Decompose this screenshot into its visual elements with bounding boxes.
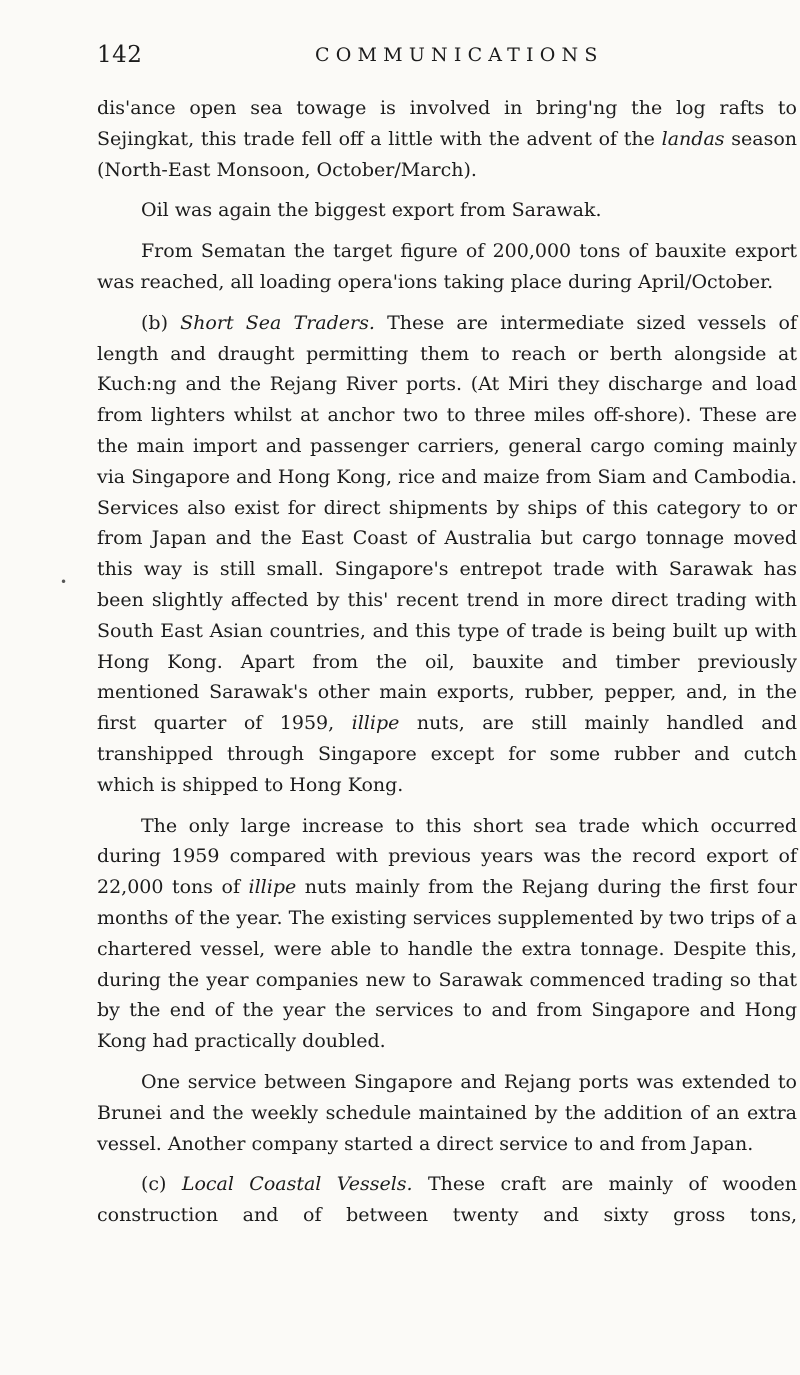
margin-mark: • (60, 575, 68, 589)
body-text (97, 93, 797, 1241)
term-illipe: illipe (248, 876, 297, 899)
paragraph-rejang-service: One service between Singapore and Rejang ports was extended to Brunei and the weekly schedule maintained by the addition of an extra vessel. Another company started a direct service to and from Japan. (97, 1070, 797, 1155)
paragraph-illipe-increase: The only large increase to this short sea trade which occurred during 1959 compared with previous years was the record export of 22,000 tons of illipe nuts mainly from the Rejang during the first four months of the year. The existing services supplemented by two trips of a chartered vessel, were able to handle the extra tonnage. Despite this, during the year companies new to Sarawak commenced trading so that by the end of the year the services to and from Singapore and Hong Kong had practically doubled. (97, 814, 797, 1053)
paragraph-local-coastal-vessels: (c) Local Coastal Vessels. These craft are mainly of wooden construction and of between twenty and sixty gross tons, (97, 1173, 798, 1227)
paragraph-short-sea-traders: (b) Short Sea Traders. These are intermediate sized vessels of length and draught permitting them to reach or berth alongside at Kuch:ng and the Rejang River ports. (At Miri they discharge and load from lighters whilst at anchor two to three miles off-shore). These are the main import and passenger carriers, general cargo coming mainly via Singapore and Hong Kong, rice and maize from Siam and Cambodia. Services also exist for direct shipments by ships of this category to or from Japan and the East Coast of Australia but cargo tonnage moved this way is still small. Singapore's entrepot trade with Sarawak has been slightly affected by this' recent trend in more direct trading with South East Asian countries, and this type of trade is being built up with Hong Kong. Apart from the oil, bauxite and timber previously mentioned Sarawak's other main exports, rubber, pepper, and, in the first quarter of 1959, illipe nuts, are still mainly handled and transhipped through Singapore except for some rubber and cutch which is shipped to Hong Kong. (97, 311, 797, 796)
page-number: 142 (97, 42, 143, 68)
subheading-short-sea-traders: Short Sea Traders. (180, 311, 375, 334)
subheading-local-coastal-vessels: Local Coastal Vessels. (181, 1173, 413, 1196)
paragraph-bauxite-export: From Sematan the target figure of 200,000 tons of bauxite export was reached, all loading opera'ions taking place during April/October. (97, 240, 797, 293)
paragraph-continuation: dis'ance open sea towage is involved in bring'ng the log rafts to Sejingkat, this trade fell off a little with the advent of the landas season (North-East Monsoon, October/March). (97, 97, 797, 181)
running-head: COMMUNICATIONS (315, 44, 604, 66)
term-landas: landas (661, 127, 725, 150)
page-header (97, 42, 797, 76)
term-illipe: illipe (351, 712, 400, 735)
paragraph-oil-export: Oil was again the biggest export from Sarawak. (141, 199, 602, 222)
